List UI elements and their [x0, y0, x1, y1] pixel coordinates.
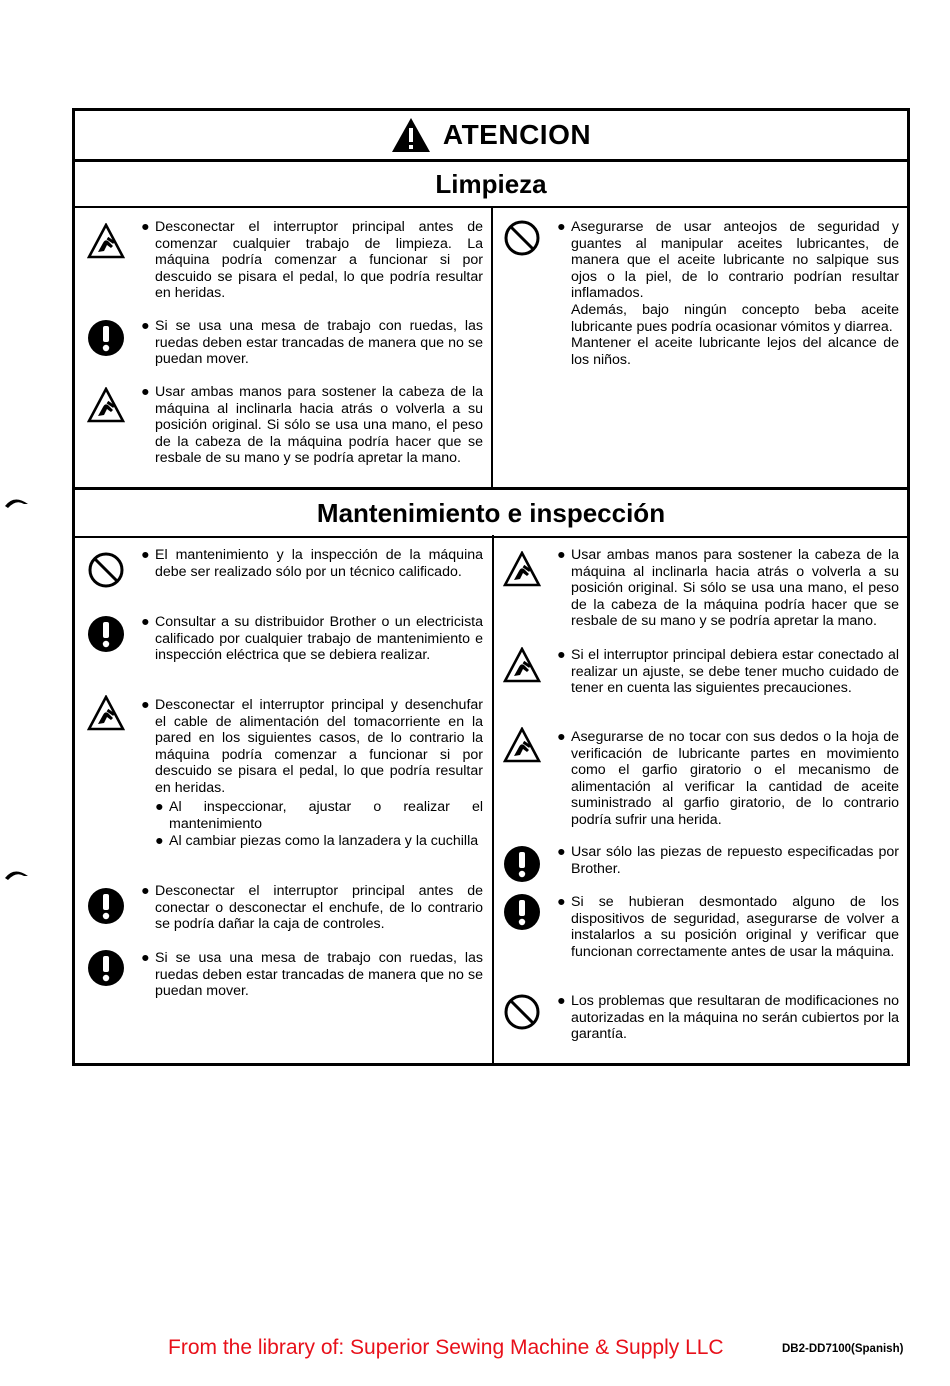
- mandatory-icon: [503, 845, 541, 883]
- section-title-cleaning: Limpieza: [75, 162, 907, 208]
- hand-warning-icon: [87, 695, 125, 733]
- list-item: ● Asegurarse de usar anteojos de seguridad y guantes al manipular aceites lubricantes, de manera que el aceite lubricante no salpique sus ojos o la piel, de lo contrario podrían resultar inflamados. Además, bajo ningún concepto beba aceite lubricante pues podría ocasionar vómitos y diarrea. Mantener el aceite lubricante lejos del alcance de los niños.: [557, 219, 899, 368]
- hand-warning-icon: [87, 223, 125, 261]
- column-divider-cleaning: [491, 208, 493, 487]
- list-item: ● Consultar a su distribuidor Brother o un electricista calificado por cualquier trabajo de mantenimiento e inspección eléctrica que se debiera realizar.: [141, 614, 483, 664]
- list-item: ● Si se usa una mesa de trabajo con ruedas, las ruedas deben estar trancadas de manera que no se puedan mover.: [141, 950, 483, 1000]
- list-item: ● Desconectar el interruptor principal antes de comenzar cualquier trabajo de limpieza. La máquina podría comenzar a funcionar si por descuido se pisara el pedal, lo que podría resultar en heridas.: [141, 219, 483, 302]
- hand-warning-icon: [503, 551, 541, 589]
- list-item: ● Usar sólo las piezas de repuesto especificadas por Brother.: [557, 844, 899, 877]
- prohibited-icon: [503, 993, 541, 1031]
- list-item: ● Si se usa una mesa de trabajo con ruedas, las ruedas deben estar trancadas de manera que no se puedan mover.: [141, 318, 483, 368]
- list-item: ● Desconectar el interruptor principal y desenchufar el cable de alimentación del tomacorriente en la pared en los siguientes casos, de lo contrario la máquina podría comenzar a funcionar si por descuido se pisara el pedal, lo que podría resultar en heridas.: [141, 697, 483, 796]
- hand-warning-icon: [503, 647, 541, 685]
- warning-triangle-icon: [391, 117, 431, 153]
- mandatory-icon: [87, 615, 125, 653]
- hand-warning-icon: [503, 727, 541, 765]
- list-item: ● Usar ambas manos para sostener la cabeza de la máquina al inclinarla hacia atrás o volverla a su posición original. Si sólo se usa una mano, el peso de la cabeza de la máquina podría hacer que se resbale de su mano y se podría apretar la mano.: [557, 547, 899, 630]
- list-item: ● Desconectar el interruptor principal antes de conectar o desconectar el enchufe, de lo contrario se podría dañar la caja de controles.: [141, 883, 483, 933]
- title-bar: [75, 111, 907, 162]
- mandatory-icon: [87, 319, 125, 357]
- list-item: ● Si se hubieran desmontado alguno de los dispositivos de seguridad, asegurarse de volver a instalarlos a su posición original y verificar que funcionan correctamente antes de usar la máquina.: [557, 894, 899, 960]
- column-divider-maintenance: [492, 535, 494, 1063]
- sub-list-item: ● Al cambiar piezas como la lanzadera y la cuchilla: [155, 833, 479, 849]
- prohibited-icon: [503, 219, 541, 257]
- mandatory-icon: [87, 949, 125, 987]
- list-item: ● Usar ambas manos para sostener la cabeza de la máquina al inclinarla hacia atrás o volverla a su posición original. Si sólo se usa una mano, el peso de la cabeza de la máquina podría hacer que se resbale de su mano y se podría apretar la mano.: [141, 384, 483, 467]
- document-code: DB2-DD7100(Spanish): [782, 1343, 904, 1355]
- library-footer: From the library of: Superior Sewing Machine & Supply LLC: [168, 1336, 724, 1359]
- mandatory-icon: [503, 893, 541, 931]
- mandatory-icon: [87, 887, 125, 925]
- list-item: ● El mantenimiento y la inspección de la máquina debe ser realizado sólo por un técnico calificado.: [141, 547, 483, 580]
- binding-mark: [4, 866, 30, 884]
- caution-frame: [72, 108, 910, 1066]
- prohibited-icon: [87, 551, 125, 589]
- section-title-maintenance: Mantenimiento e inspección: [75, 487, 907, 538]
- hand-warning-icon: [87, 387, 125, 425]
- list-item: ● Los problemas que resultaran de modificaciones no autorizadas en la máquina no serán cubiertos por la garantía.: [557, 993, 899, 1043]
- list-item: ● Asegurarse de no tocar con sus dedos o la hoja de verificación de lubricante partes en movimiento como el garfio giratorio o el mecanismo de alimentación al verificar la cantidad de aceite suministrado al garfio giratorio, de lo contrario podría sufrir una herida.: [557, 729, 899, 828]
- sub-list-item: ● Al inspeccionar, ajustar o realizar el mantenimiento: [155, 799, 483, 832]
- page-title: ATENCION: [442, 119, 592, 150]
- list-item: ● Si el interruptor principal debiera estar conectado al realizar un ajuste, se debe tener mucho cuidado de tener en cuenta las siguientes precauciones.: [557, 647, 899, 697]
- binding-mark: [4, 494, 30, 512]
